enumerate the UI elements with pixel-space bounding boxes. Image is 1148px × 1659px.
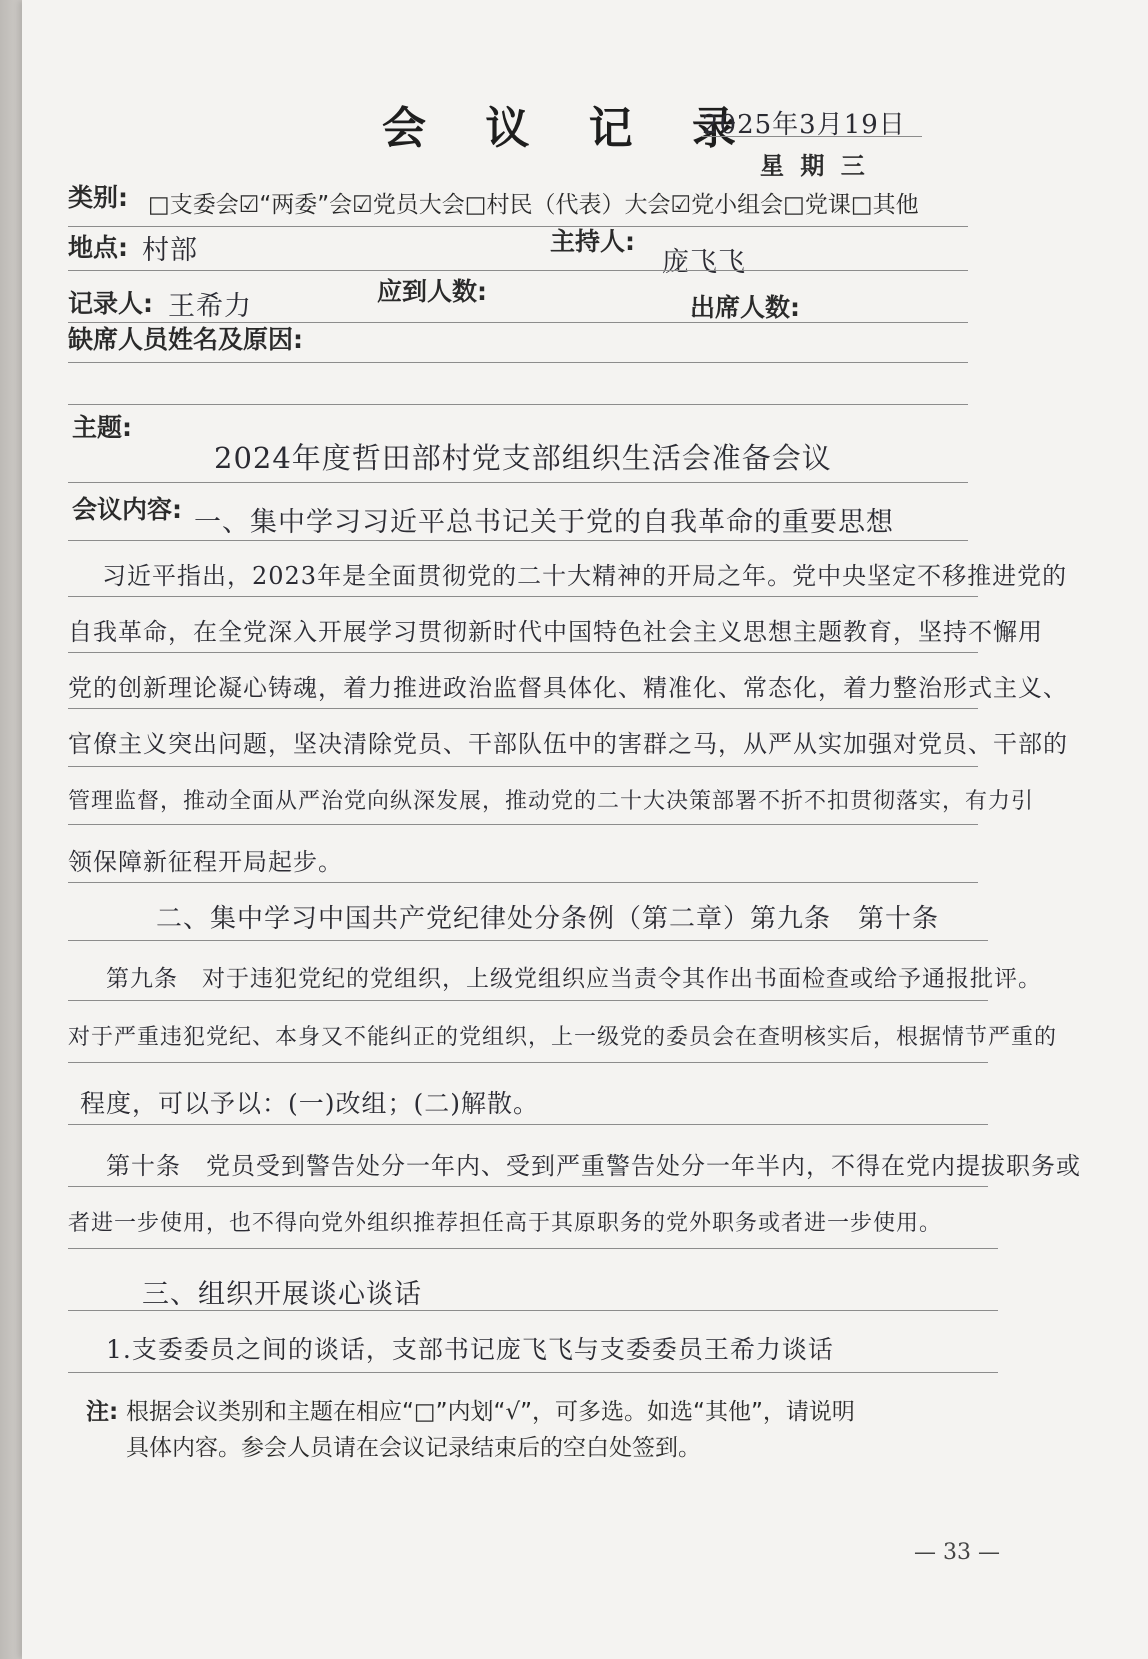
content-line: 对于严重违犯党纪、本身又不能纠正的党组织，上一级党的委员会在查明核实后，根据情节严重的 bbox=[68, 1025, 1058, 1050]
content-line: 一、集中学习习近平总书记关于党的自我革命的重要思想 bbox=[194, 507, 894, 538]
content-rule bbox=[68, 940, 988, 941]
content-rule bbox=[68, 1310, 998, 1311]
content-line: 管理监督，推动全面从严治党向纵深发展，推动党的二十大决策部署不折不扣贯彻落实，有力引 bbox=[68, 789, 1035, 814]
absent-rule bbox=[68, 362, 968, 363]
content-line: 三、组织开展谈心谈话 bbox=[142, 1279, 422, 1310]
content-rule bbox=[68, 652, 978, 653]
host-value: 庞飞飞 bbox=[662, 247, 746, 278]
content-line: 二、集中学习中国共产党纪律处分条例（第二章）第九条 第十条 bbox=[156, 904, 940, 934]
content-rule bbox=[68, 1372, 998, 1373]
note-label: 注: bbox=[86, 1399, 119, 1425]
content-rule bbox=[68, 1124, 988, 1125]
meeting-date: 2025年3月19日 bbox=[702, 110, 906, 140]
content-rule bbox=[68, 596, 978, 597]
topic-value: 2024年度哲田部村党支部组织生活会准备会议 bbox=[214, 441, 832, 475]
host-label: 主持人: bbox=[550, 227, 635, 256]
content-line: 第九条 对于违犯党纪的党组织，上级党组织应当责令其作出书面检查或给予通报批评。 bbox=[106, 966, 1042, 992]
content-rule bbox=[68, 1186, 988, 1187]
topic-label: 主题: bbox=[72, 413, 132, 442]
content-line: 自我革命，在全党深入开展学习贯彻新时代中国特色社会主义思想主题教育，坚持不懈用 bbox=[68, 618, 1043, 646]
content-rule bbox=[68, 540, 968, 541]
content-line: 第十条 党员受到警告处分一年内、受到严重警告处分一年半内，不得在党内提拔职务或 bbox=[106, 1152, 1081, 1180]
location-value: 村部 bbox=[142, 235, 198, 266]
content-label: 会议内容: bbox=[72, 495, 182, 524]
content-line: 党的创新理论凝心铸魂，着力推进政治监督具体化、精准化、常态化，着力整治形式主义、 bbox=[68, 674, 1068, 702]
content-rule bbox=[68, 824, 978, 825]
date-underline bbox=[702, 136, 922, 137]
content-rule bbox=[68, 1248, 998, 1249]
attended-label: 出席人数: bbox=[690, 293, 800, 322]
content-line: 领保障新征程开局起步。 bbox=[68, 848, 343, 876]
absent-label: 缺席人员姓名及原因: bbox=[68, 325, 303, 354]
record-sheet bbox=[22, 0, 1148, 1659]
content-line: 1.支委委员之间的谈话，支部书记庞飞飞与支委委员王希力谈话 bbox=[106, 1335, 834, 1364]
content-rule bbox=[68, 882, 978, 883]
category-rule bbox=[68, 226, 968, 227]
category-options: □支委会☑“两委”会☑党员大会□村民（代表）大会☑党小组会□党课□其他 bbox=[148, 192, 919, 218]
topic-rule bbox=[68, 482, 968, 483]
content-rule bbox=[68, 708, 978, 709]
recorder-value: 王希力 bbox=[168, 291, 252, 322]
content-line: 者进一步使用，也不得向党外组织推荐担任高于其原职务的党外职务或者进一步使用。 bbox=[68, 1211, 943, 1236]
content-rule bbox=[68, 766, 978, 767]
page-title: 会 议 记 录 bbox=[382, 103, 758, 154]
content-rule bbox=[68, 1062, 988, 1063]
weekday: 星 期 三 bbox=[760, 152, 869, 180]
note-line-1: 根据会议类别和主题在相应“□”内划“√”，可多选。如选“其他”，请说明 bbox=[126, 1399, 855, 1425]
note-line-2: 具体内容。参会人员请在会议记录结束后的空白处签到。 bbox=[126, 1435, 701, 1461]
location-label: 地点: bbox=[68, 233, 128, 262]
location-rule bbox=[68, 270, 968, 271]
page-binding bbox=[0, 0, 22, 1659]
content-rule bbox=[68, 1000, 988, 1001]
category-label: 类别: bbox=[68, 183, 128, 212]
content-line: 官僚主义突出问题，坚决清除党员、干部队伍中的害群之马，从严从实加强对党员、干部的 bbox=[68, 730, 1068, 758]
recorder-label: 记录人: bbox=[68, 289, 153, 318]
content-line: 程度，可以予以：(一)改组；(二)解散。 bbox=[80, 1089, 540, 1118]
expected-label: 应到人数: bbox=[377, 277, 487, 306]
absent-rule-2 bbox=[68, 404, 968, 405]
content-line: 习近平指出，2023年是全面贯彻党的二十大精神的开局之年。党中央坚定不移推进党的 bbox=[102, 562, 1068, 590]
page-number: — 33 — bbox=[914, 1540, 1000, 1565]
